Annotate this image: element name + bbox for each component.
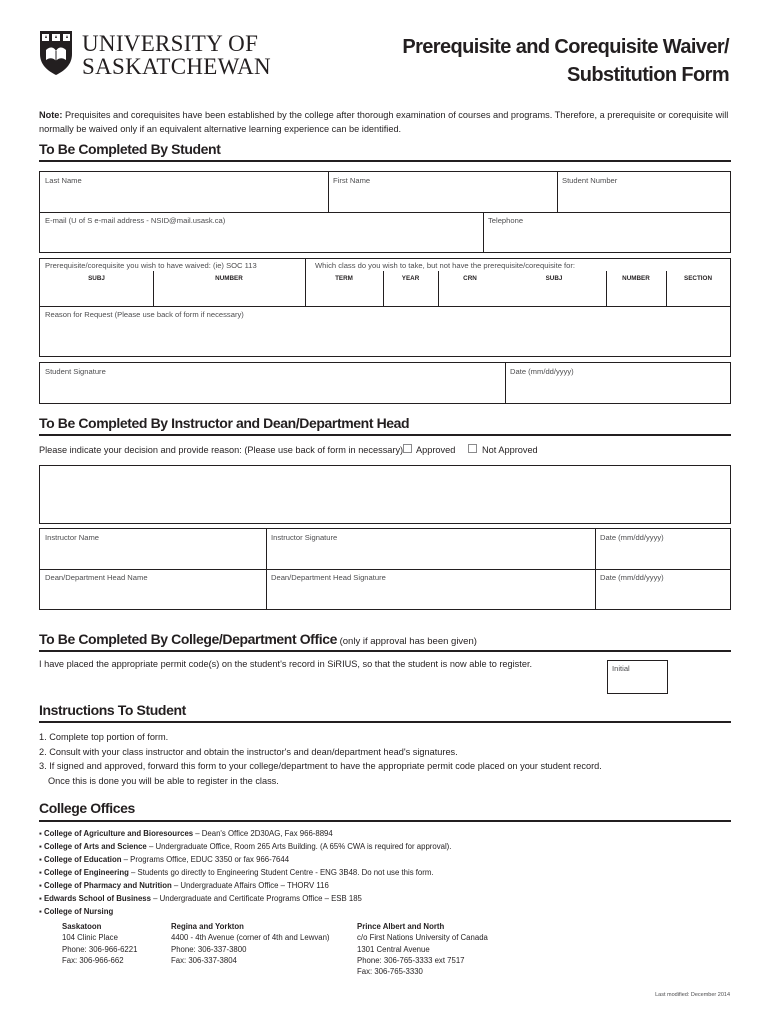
telephone-field[interactable]: Telephone <box>488 216 524 225</box>
instruction-step: 1. Complete top portion of form. <box>39 732 169 742</box>
office-detail: – Students go directly to Engineering Student Centre - ENG 3B48. Do not use this form. <box>128 868 434 877</box>
decision-prompt: Please indicate your decision and provide reason: (Please use back of form in necessary) <box>39 445 404 455</box>
form-title-line2: Substitution Form <box>567 64 729 86</box>
campus-line: 104 Clinic Place <box>62 933 118 943</box>
grid-divider <box>40 569 730 570</box>
grid-divider <box>595 529 596 609</box>
office-name: College of Education <box>43 855 122 864</box>
office-name: College of Agriculture and Bioresources <box>43 829 194 838</box>
grid-divider <box>557 172 558 212</box>
instruction-step: 2. Consult with your class instructor and obtain the instructor's and dean/department head's signatures. <box>39 746 458 757</box>
office-detail: – Undergraduate Affairs Office – THORV 116 <box>171 881 329 890</box>
bullet-icon: ▪ <box>39 894 42 903</box>
bullet-icon: ▪ <box>39 868 42 877</box>
instruction-step: 3. If signed and approved, forward this form to your college/department to have the appropriate permit code placed on your student record. <box>39 761 602 771</box>
approved-label: Approved <box>416 445 456 455</box>
instructor-date-field[interactable]: Date (mm/dd/yyyy) <box>600 533 664 542</box>
campus-line: 4400 - 4th Avenue (corner of 4th and Lewvan) <box>171 933 330 943</box>
class-subj-field[interactable]: SUBJ <box>545 275 563 282</box>
not-approved-checkbox[interactable] <box>468 444 477 453</box>
note-text: Prequisites and corequisites have been established by the college after thorough examination of courses and programs. Therefore, a prerequisite or corequisite will normally be waived only if an equivalent alternative learning experience can be identified. <box>39 110 729 134</box>
permit-statement: I have placed the appropriate permit code(s) on the student's record in SiRIUS, so that the student is now able to register. <box>39 659 533 669</box>
office-detail: – Undergraduate Office, Room 265 Arts Building. (A 65% CWA is required for approval). <box>146 842 452 851</box>
office-name: College of Pharmacy and Nutrition <box>43 881 172 890</box>
prereq-number-field[interactable]: NUMBER <box>215 275 243 282</box>
form-title-line1: Prerequisite and Corequisite Waiver/ <box>402 36 729 58</box>
campus-regina-yorkton <box>171 921 330 966</box>
office-item <box>39 866 451 879</box>
student-signature-field[interactable]: Student Signature <box>45 367 106 376</box>
university-crest-icon <box>39 30 73 76</box>
not-approved-label: Not Approved <box>482 445 538 455</box>
instructions-divider <box>39 721 731 723</box>
class-crn-field[interactable]: CRN <box>463 275 477 282</box>
bullet-icon: ▪ <box>39 829 42 838</box>
initial-field[interactable] <box>607 660 668 694</box>
instruction-step: Once this is done you will be able to register in the class. <box>48 775 279 786</box>
office-name: College of Nursing <box>43 907 114 916</box>
office-item <box>39 827 451 840</box>
campus-line: Phone: 306-966-6221 <box>62 944 138 954</box>
instructor-name-field[interactable]: Instructor Name <box>45 533 100 542</box>
student-number-field[interactable]: Student Number <box>562 176 618 185</box>
last-name-field[interactable]: Last Name <box>45 176 82 185</box>
university-name-line2: SASKATCHEWAN <box>82 54 271 79</box>
note-paragraph <box>39 108 729 136</box>
class-term-field[interactable]: TERM <box>335 275 353 282</box>
campus-name: Saskatoon <box>62 922 102 931</box>
dean-signature-field[interactable]: Dean/Department Head Signature <box>271 573 386 582</box>
instructor-section-divider <box>39 434 731 436</box>
prereq-label: Prerequisite/corequisite you wish to have waived: (ie) SOC 113 <box>45 261 257 270</box>
student-info-grid <box>39 171 731 253</box>
office-name: College of Arts and Science <box>43 842 147 851</box>
offices-divider <box>39 820 731 822</box>
grid-divider <box>266 529 267 609</box>
office-item <box>39 905 451 918</box>
bullet-icon: ▪ <box>39 855 42 864</box>
grid-divider <box>40 212 730 213</box>
instructions-heading: Instructions To Student <box>39 702 186 718</box>
student-signature-grid <box>39 362 731 404</box>
office-detail: – Undergraduate and Certificate Programs Office – ESB 185 <box>150 894 362 903</box>
college-section-subtitle: (only if approval has been given) <box>336 636 477 647</box>
campus-name: Prince Albert and North <box>357 922 445 931</box>
college-section-heading <box>39 631 477 647</box>
office-item <box>39 853 451 866</box>
dean-name-field[interactable]: Dean/Department Head Name <box>45 573 148 582</box>
initial-label: Initial <box>612 664 630 673</box>
university-name-line1: UNIVERSITY OF <box>82 31 259 56</box>
note-label: Note: <box>39 110 63 120</box>
class-year-field[interactable]: YEAR <box>401 275 420 282</box>
instructions-list <box>39 730 729 788</box>
grid-divider <box>505 363 506 403</box>
campus-name: Regina and Yorkton <box>171 922 244 931</box>
instructor-section-heading: To Be Completed By Instructor and Dean/Department Head <box>39 415 410 431</box>
last-modified: Last modified: December 2014 <box>655 992 730 998</box>
approval-signature-grid <box>39 528 731 610</box>
campus-line: Fax: 306-337-3804 <box>171 955 237 965</box>
dean-date-field[interactable]: Date (mm/dd/yyyy) <box>600 573 664 582</box>
bullet-icon: ▪ <box>39 907 42 916</box>
campus-line: c/o First Nations University of Canada <box>357 933 488 943</box>
class-number-field[interactable]: NUMBER <box>622 275 650 282</box>
college-section-divider <box>39 650 731 652</box>
instructor-signature-field[interactable]: Instructor Signature <box>271 533 338 542</box>
campus-line: 1301 Central Avenue <box>357 944 430 954</box>
approved-checkbox[interactable] <box>403 444 412 453</box>
campus-line: Fax: 306-966-662 <box>62 955 124 965</box>
offices-heading: College Offices <box>39 800 135 816</box>
campus-saskatoon <box>62 921 137 966</box>
offices-list <box>39 827 451 918</box>
office-item <box>39 840 451 853</box>
office-name: Edwards School of Business <box>43 894 151 903</box>
student-section-divider <box>39 160 731 162</box>
campus-line: Phone: 306-765-3333 ext 7517 <box>357 955 465 965</box>
grid-divider <box>40 306 730 307</box>
office-item <box>39 879 451 892</box>
office-detail: – Programs Office, EDUC 3350 or fax 966-7644 <box>121 855 290 864</box>
grid-divider <box>328 172 329 212</box>
decision-reason-box[interactable] <box>39 465 731 524</box>
bullet-icon: ▪ <box>39 881 42 890</box>
office-name: College of Engineering <box>43 868 129 877</box>
campus-line: Phone: 306-337-3800 <box>171 944 247 954</box>
office-item <box>39 892 451 905</box>
campus-prince-albert <box>357 921 488 977</box>
office-detail: – Dean's Office 2D30AG, Fax 966-8894 <box>193 829 333 838</box>
grid-divider <box>305 259 306 306</box>
campus-line: Fax: 306-765-3330 <box>357 967 423 977</box>
form-title <box>402 33 729 89</box>
course-info-grid <box>39 258 731 357</box>
college-section-title: To Be Completed By College/Department Office <box>39 631 337 647</box>
student-date-field[interactable]: Date (mm/dd/yyyy) <box>510 367 574 376</box>
prereq-subj-field[interactable]: SUBJ <box>88 275 105 282</box>
first-name-field[interactable]: First Name <box>333 176 371 185</box>
bullet-icon: ▪ <box>39 842 42 851</box>
student-section-heading: To Be Completed By Student <box>39 141 221 157</box>
email-field[interactable]: E-mail (U of S e-mail address - NSID@mail.usask.ca) <box>45 216 226 225</box>
which-class-label: Which class do you wish to take, but not have the prerequisite/corequisite for: <box>315 261 576 270</box>
class-section-field[interactable]: SECTION <box>684 275 712 282</box>
reason-field[interactable]: Reason for Request (Please use back of form if necessary) <box>45 310 244 319</box>
grid-divider <box>483 212 484 253</box>
